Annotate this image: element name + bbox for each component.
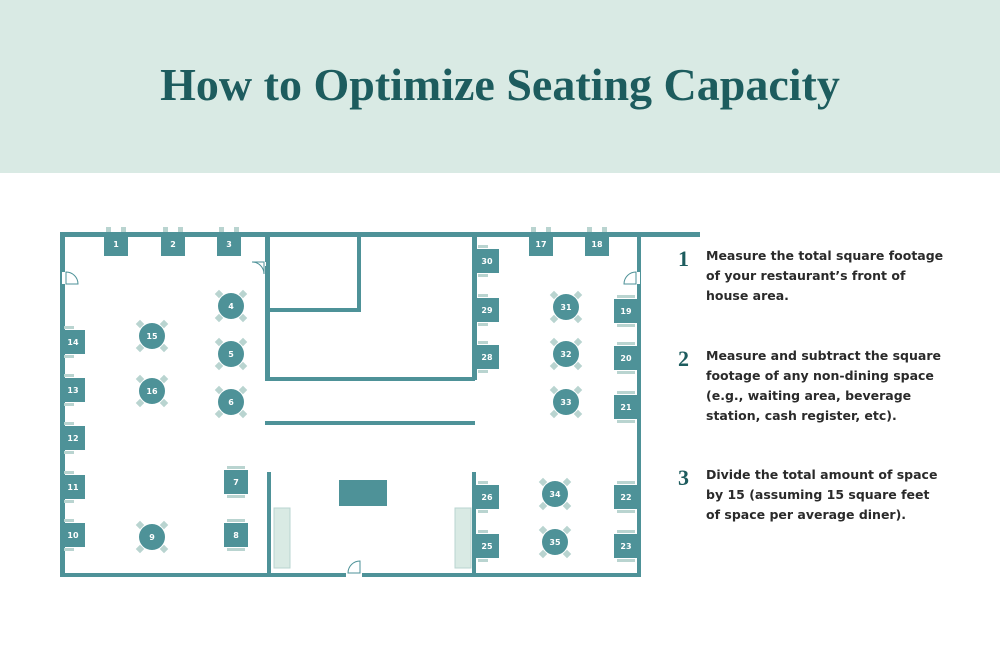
table-label: 3 <box>226 240 232 249</box>
table-label: 4 <box>228 302 234 311</box>
step-number: 1 <box>678 246 689 271</box>
chair <box>64 519 74 522</box>
table-label: 13 <box>67 386 79 395</box>
wall <box>357 232 361 312</box>
chair <box>227 466 245 469</box>
step-number: 2 <box>678 346 689 371</box>
chair <box>478 530 488 533</box>
chair <box>64 500 74 503</box>
chair <box>478 370 488 373</box>
table-label: 28 <box>481 353 493 362</box>
tables <box>61 232 638 558</box>
table-label: 29 <box>481 306 493 315</box>
chair <box>617 530 635 533</box>
chair <box>227 519 245 522</box>
table-label: 2 <box>170 240 176 249</box>
door-icon <box>66 272 78 284</box>
table-label: 15 <box>146 332 158 341</box>
chair <box>478 245 488 248</box>
chair <box>617 295 635 298</box>
chair <box>617 420 635 423</box>
door-opening <box>346 573 362 577</box>
chair <box>64 471 74 474</box>
chair <box>617 324 635 327</box>
table-label: 21 <box>620 403 632 412</box>
chair <box>227 495 245 498</box>
step-text: Divide the total amount of space by 15 (assuming 15 square feet of space per average diner). <box>706 467 938 522</box>
table-label: 8 <box>233 531 239 540</box>
door-opening <box>62 272 66 284</box>
table-label: 30 <box>481 257 493 266</box>
chair <box>219 227 224 232</box>
chair <box>617 559 635 562</box>
chair <box>587 227 592 232</box>
chair <box>617 510 635 513</box>
wall <box>265 232 270 380</box>
wall <box>270 308 360 312</box>
chair <box>163 227 168 232</box>
chair <box>478 294 488 297</box>
step-number: 3 <box>678 465 689 490</box>
table-label: 6 <box>228 398 234 407</box>
chair <box>617 371 635 374</box>
table-label: 31 <box>560 303 572 312</box>
chair <box>64 451 74 454</box>
chair <box>478 481 488 484</box>
wall <box>265 421 475 425</box>
table-label: 10 <box>67 531 79 540</box>
chair <box>602 227 607 232</box>
chair <box>64 326 74 329</box>
chair <box>106 227 111 232</box>
chair <box>478 341 488 344</box>
counter <box>274 508 290 568</box>
chair <box>121 227 126 232</box>
table-label: 32 <box>560 350 572 359</box>
table-label: 19 <box>620 307 632 316</box>
table-label: 34 <box>549 490 561 499</box>
chair <box>478 559 488 562</box>
table-label: 20 <box>620 354 632 363</box>
table-label: 7 <box>233 478 239 487</box>
chair <box>478 510 488 513</box>
table-label: 1 <box>113 240 119 249</box>
step-text: Measure the total square footage of your restaurant’s front of house area. <box>706 248 944 303</box>
page-title: How to Optimize Seating Capacity <box>160 59 840 110</box>
door-opening <box>636 272 640 284</box>
table-label: 18 <box>591 240 603 249</box>
door-icon <box>348 561 360 573</box>
chair <box>227 548 245 551</box>
chair <box>64 403 74 406</box>
table-label: 12 <box>67 434 79 443</box>
table-label: 25 <box>481 542 493 551</box>
table-label: 23 <box>620 542 632 551</box>
table-label: 33 <box>560 398 572 407</box>
counter <box>455 508 471 568</box>
table-label: 26 <box>481 493 493 502</box>
chair <box>234 227 239 232</box>
chair <box>64 355 74 358</box>
table-label: 5 <box>228 350 234 359</box>
chair <box>64 374 74 377</box>
chair <box>64 422 74 425</box>
table-label: 9 <box>149 533 155 542</box>
chair <box>478 274 488 277</box>
table-label: 11 <box>67 483 79 492</box>
service-island <box>339 480 387 506</box>
wall <box>267 472 271 577</box>
chair <box>546 227 551 232</box>
chair <box>478 323 488 326</box>
chair <box>617 342 635 345</box>
chair <box>64 548 74 551</box>
table-label: 17 <box>535 240 547 249</box>
step-text: Measure and subtract the square footage of any non-dining space (e.g., waiting area, beverage station, cash register, etc). <box>706 348 941 423</box>
wall <box>265 377 475 381</box>
chair <box>617 481 635 484</box>
chair <box>178 227 183 232</box>
door-icon <box>624 272 636 284</box>
table-label: 16 <box>146 387 158 396</box>
chair <box>617 391 635 394</box>
table-label: 14 <box>67 338 79 347</box>
table-label: 22 <box>620 493 632 502</box>
chair <box>531 227 536 232</box>
table-label: 35 <box>549 538 561 547</box>
